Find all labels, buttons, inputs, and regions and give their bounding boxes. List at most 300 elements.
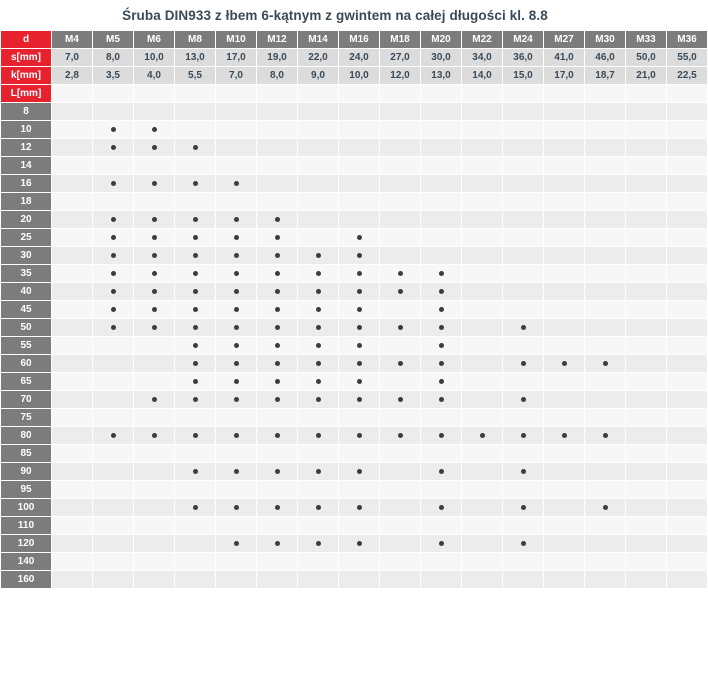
spacer-cell-M18: [380, 85, 421, 103]
availability-cell-M36-45: [667, 301, 708, 319]
availability-cell-M30-70: [585, 391, 626, 409]
k-value-M8: 5,5: [175, 67, 216, 85]
availability-cell-M5-100: [93, 499, 134, 517]
s-value-M22: 34,0: [462, 49, 503, 67]
availability-dot: [275, 361, 280, 366]
column-header-M30: M30: [585, 31, 626, 49]
length-row-10: [1, 121, 708, 139]
availability-cell-M22-90: [462, 463, 503, 481]
s-value-M6: 10,0: [134, 49, 175, 67]
availability-cell-M10-95: [216, 481, 257, 499]
availability-cell-M27-30: [544, 247, 585, 265]
availability-cell-M27-18: [544, 193, 585, 211]
row-label-s: s[mm]: [1, 49, 52, 67]
length-label-95: 95: [1, 481, 52, 499]
availability-cell-M30-90: [585, 463, 626, 481]
column-header-M36: M36: [667, 31, 708, 49]
availability-dot: [439, 307, 444, 312]
availability-cell-M10-55: [216, 337, 257, 355]
availability-cell-M27-25: [544, 229, 585, 247]
availability-cell-M33-100: [626, 499, 667, 517]
availability-cell-M10-50: [216, 319, 257, 337]
availability-cell-M5-70: [93, 391, 134, 409]
availability-cell-M10-20: [216, 211, 257, 229]
column-header-M14: M14: [298, 31, 339, 49]
k-value-M27: 17,0: [544, 67, 585, 85]
availability-dot: [521, 361, 526, 366]
availability-dot: [316, 361, 321, 366]
length-label-85: 85: [1, 445, 52, 463]
availability-cell-M14-100: [298, 499, 339, 517]
availability-cell-M16-8: [339, 103, 380, 121]
k-value-M14: 9,0: [298, 67, 339, 85]
availability-cell-M22-8: [462, 103, 503, 121]
availability-dot: [152, 127, 157, 132]
availability-dot: [193, 379, 198, 384]
spacer-cell-M14: [298, 85, 339, 103]
availability-cell-M22-80: [462, 427, 503, 445]
availability-cell-M8-18: [175, 193, 216, 211]
availability-dot: [275, 217, 280, 222]
length-row-60: [1, 355, 708, 373]
availability-cell-M27-16: [544, 175, 585, 193]
availability-cell-M6-110: [134, 517, 175, 535]
k-value-M6: 4,0: [134, 67, 175, 85]
availability-cell-M36-8: [667, 103, 708, 121]
length-label-65: 65: [1, 373, 52, 391]
availability-cell-M6-45: [134, 301, 175, 319]
availability-dot: [275, 307, 280, 312]
availability-cell-M24-12: [503, 139, 544, 157]
s-value-M8: 13,0: [175, 49, 216, 67]
availability-cell-M16-25: [339, 229, 380, 247]
availability-cell-M8-75: [175, 409, 216, 427]
availability-cell-M16-50: [339, 319, 380, 337]
availability-dot: [357, 469, 362, 474]
table-row-l-header: [1, 85, 708, 103]
availability-cell-M6-10: [134, 121, 175, 139]
length-label-40: 40: [1, 283, 52, 301]
availability-cell-M14-90: [298, 463, 339, 481]
length-label-50: 50: [1, 319, 52, 337]
availability-dot: [316, 469, 321, 474]
availability-cell-M10-30: [216, 247, 257, 265]
availability-cell-M4-110: [52, 517, 93, 535]
k-value-M4: 2,8: [52, 67, 93, 85]
availability-dot: [316, 289, 321, 294]
s-value-M30: 46,0: [585, 49, 626, 67]
spacer-cell-M22: [462, 85, 503, 103]
availability-dot: [562, 361, 567, 366]
availability-cell-M14-10: [298, 121, 339, 139]
availability-cell-M36-18: [667, 193, 708, 211]
availability-cell-M36-95: [667, 481, 708, 499]
availability-cell-M14-45: [298, 301, 339, 319]
availability-dot: [234, 505, 239, 510]
availability-dot: [152, 181, 157, 186]
availability-dot: [111, 235, 116, 240]
availability-cell-M14-75: [298, 409, 339, 427]
availability-cell-M33-18: [626, 193, 667, 211]
availability-dot: [357, 307, 362, 312]
availability-dot: [357, 271, 362, 276]
availability-dot: [316, 541, 321, 546]
row-label-d: d: [1, 31, 52, 49]
availability-cell-M18-140: [380, 553, 421, 571]
availability-dot: [439, 397, 444, 402]
availability-cell-M16-100: [339, 499, 380, 517]
spacer-cell-M6: [134, 85, 175, 103]
availability-cell-M10-160: [216, 571, 257, 589]
availability-cell-M22-16: [462, 175, 503, 193]
availability-dot: [316, 379, 321, 384]
availability-dot: [234, 361, 239, 366]
availability-dot: [439, 469, 444, 474]
availability-cell-M16-75: [339, 409, 380, 427]
spacer-cell-M20: [421, 85, 462, 103]
availability-cell-M8-95: [175, 481, 216, 499]
availability-cell-M5-140: [93, 553, 134, 571]
availability-cell-M16-14: [339, 157, 380, 175]
availability-cell-M33-30: [626, 247, 667, 265]
availability-cell-M10-16: [216, 175, 257, 193]
availability-cell-M6-55: [134, 337, 175, 355]
availability-dot: [193, 217, 198, 222]
availability-cell-M16-30: [339, 247, 380, 265]
availability-dot: [111, 307, 116, 312]
availability-dot: [439, 379, 444, 384]
s-value-M4: 7,0: [52, 49, 93, 67]
availability-cell-M33-70: [626, 391, 667, 409]
availability-dot: [439, 289, 444, 294]
availability-cell-M22-140: [462, 553, 503, 571]
availability-cell-M14-40: [298, 283, 339, 301]
availability-cell-M12-100: [257, 499, 298, 517]
length-label-120: 120: [1, 535, 52, 553]
availability-cell-M18-14: [380, 157, 421, 175]
availability-cell-M14-160: [298, 571, 339, 589]
availability-dot: [152, 325, 157, 330]
availability-cell-M4-35: [52, 265, 93, 283]
availability-cell-M18-110: [380, 517, 421, 535]
availability-cell-M18-25: [380, 229, 421, 247]
availability-cell-M20-12: [421, 139, 462, 157]
length-row-55: [1, 337, 708, 355]
availability-cell-M6-20: [134, 211, 175, 229]
availability-cell-M5-65: [93, 373, 134, 391]
availability-cell-M6-18: [134, 193, 175, 211]
k-value-M16: 10,0: [339, 67, 380, 85]
availability-cell-M18-45: [380, 301, 421, 319]
availability-cell-M24-75: [503, 409, 544, 427]
availability-cell-M14-30: [298, 247, 339, 265]
availability-cell-M24-95: [503, 481, 544, 499]
availability-dot: [439, 271, 444, 276]
availability-cell-M27-65: [544, 373, 585, 391]
availability-dot: [193, 235, 198, 240]
availability-cell-M12-8: [257, 103, 298, 121]
length-row-100: [1, 499, 708, 517]
availability-dot: [152, 145, 157, 150]
availability-cell-M24-14: [503, 157, 544, 175]
availability-cell-M6-100: [134, 499, 175, 517]
length-row-20: [1, 211, 708, 229]
availability-cell-M24-90: [503, 463, 544, 481]
availability-cell-M30-30: [585, 247, 626, 265]
availability-cell-M5-16: [93, 175, 134, 193]
availability-cell-M4-20: [52, 211, 93, 229]
availability-cell-M33-8: [626, 103, 667, 121]
availability-cell-M24-110: [503, 517, 544, 535]
availability-dot: [603, 505, 608, 510]
availability-cell-M12-14: [257, 157, 298, 175]
availability-dot: [152, 433, 157, 438]
availability-cell-M20-20: [421, 211, 462, 229]
length-label-110: 110: [1, 517, 52, 535]
availability-dot: [398, 289, 403, 294]
availability-dot: [603, 433, 608, 438]
availability-dot: [193, 271, 198, 276]
availability-cell-M36-160: [667, 571, 708, 589]
availability-cell-M20-16: [421, 175, 462, 193]
availability-cell-M12-45: [257, 301, 298, 319]
availability-cell-M20-75: [421, 409, 462, 427]
availability-cell-M33-25: [626, 229, 667, 247]
availability-cell-M30-65: [585, 373, 626, 391]
availability-cell-M14-110: [298, 517, 339, 535]
length-label-60: 60: [1, 355, 52, 373]
availability-cell-M4-16: [52, 175, 93, 193]
length-row-12: [1, 139, 708, 157]
availability-cell-M33-12: [626, 139, 667, 157]
availability-dot: [521, 397, 526, 402]
availability-dot: [316, 271, 321, 276]
availability-cell-M20-8: [421, 103, 462, 121]
availability-dot: [234, 379, 239, 384]
availability-cell-M8-14: [175, 157, 216, 175]
availability-cell-M4-18: [52, 193, 93, 211]
availability-cell-M16-60: [339, 355, 380, 373]
availability-dot: [439, 433, 444, 438]
availability-cell-M36-100: [667, 499, 708, 517]
availability-dot: [234, 397, 239, 402]
availability-cell-M18-50: [380, 319, 421, 337]
availability-dot: [439, 361, 444, 366]
availability-cell-M10-70: [216, 391, 257, 409]
availability-dot: [275, 433, 280, 438]
availability-cell-M4-12: [52, 139, 93, 157]
availability-dot: [275, 325, 280, 330]
length-row-85: [1, 445, 708, 463]
availability-cell-M10-60: [216, 355, 257, 373]
availability-dot: [439, 541, 444, 546]
k-value-M33: 21,0: [626, 67, 667, 85]
availability-cell-M12-18: [257, 193, 298, 211]
availability-cell-M22-35: [462, 265, 503, 283]
availability-cell-M30-14: [585, 157, 626, 175]
availability-dot: [275, 235, 280, 240]
availability-cell-M33-75: [626, 409, 667, 427]
availability-cell-M18-18: [380, 193, 421, 211]
length-row-160: [1, 571, 708, 589]
availability-dot: [398, 433, 403, 438]
availability-cell-M20-10: [421, 121, 462, 139]
availability-cell-M27-70: [544, 391, 585, 409]
availability-cell-M12-70: [257, 391, 298, 409]
availability-cell-M4-65: [52, 373, 93, 391]
availability-cell-M14-80: [298, 427, 339, 445]
availability-dot: [357, 253, 362, 258]
availability-cell-M22-110: [462, 517, 503, 535]
length-row-45: [1, 301, 708, 319]
availability-cell-M22-45: [462, 301, 503, 319]
availability-cell-M10-35: [216, 265, 257, 283]
availability-dot: [275, 271, 280, 276]
availability-cell-M30-95: [585, 481, 626, 499]
availability-cell-M36-16: [667, 175, 708, 193]
availability-cell-M16-120: [339, 535, 380, 553]
availability-cell-M27-120: [544, 535, 585, 553]
length-row-75: [1, 409, 708, 427]
availability-cell-M16-160: [339, 571, 380, 589]
availability-cell-M36-20: [667, 211, 708, 229]
availability-cell-M20-30: [421, 247, 462, 265]
spacer-cell-M30: [585, 85, 626, 103]
availability-cell-M22-85: [462, 445, 503, 463]
availability-cell-M22-40: [462, 283, 503, 301]
availability-cell-M20-110: [421, 517, 462, 535]
length-label-160: 160: [1, 571, 52, 589]
availability-dot: [357, 505, 362, 510]
availability-cell-M27-40: [544, 283, 585, 301]
length-row-80: [1, 427, 708, 445]
spacer-cell-M4: [52, 85, 93, 103]
spacer-cell-M12: [257, 85, 298, 103]
availability-cell-M22-10: [462, 121, 503, 139]
availability-cell-M27-55: [544, 337, 585, 355]
availability-cell-M5-50: [93, 319, 134, 337]
availability-cell-M33-80: [626, 427, 667, 445]
availability-cell-M18-95: [380, 481, 421, 499]
availability-cell-M16-95: [339, 481, 380, 499]
column-header-M27: M27: [544, 31, 585, 49]
availability-cell-M5-95: [93, 481, 134, 499]
availability-cell-M18-75: [380, 409, 421, 427]
spacer-cell-M10: [216, 85, 257, 103]
table-row-k: [1, 67, 708, 85]
s-value-M16: 24,0: [339, 49, 380, 67]
availability-cell-M10-140: [216, 553, 257, 571]
availability-cell-M20-25: [421, 229, 462, 247]
length-row-8: [1, 103, 708, 121]
availability-cell-M18-120: [380, 535, 421, 553]
column-header-M22: M22: [462, 31, 503, 49]
availability-cell-M30-85: [585, 445, 626, 463]
availability-cell-M14-65: [298, 373, 339, 391]
availability-cell-M36-50: [667, 319, 708, 337]
availability-cell-M16-140: [339, 553, 380, 571]
availability-cell-M10-8: [216, 103, 257, 121]
availability-cell-M16-85: [339, 445, 380, 463]
length-row-65: [1, 373, 708, 391]
availability-cell-M33-35: [626, 265, 667, 283]
availability-dot: [234, 541, 239, 546]
availability-cell-M30-75: [585, 409, 626, 427]
availability-cell-M20-55: [421, 337, 462, 355]
availability-cell-M30-35: [585, 265, 626, 283]
availability-cell-M30-80: [585, 427, 626, 445]
availability-cell-M36-70: [667, 391, 708, 409]
availability-cell-M8-40: [175, 283, 216, 301]
availability-dot: [398, 325, 403, 330]
column-header-M6: M6: [134, 31, 175, 49]
availability-cell-M24-160: [503, 571, 544, 589]
availability-cell-M24-80: [503, 427, 544, 445]
length-row-50: [1, 319, 708, 337]
availability-cell-M6-60: [134, 355, 175, 373]
availability-dot: [234, 343, 239, 348]
availability-cell-M5-18: [93, 193, 134, 211]
column-header-M4: M4: [52, 31, 93, 49]
availability-dot: [193, 433, 198, 438]
length-label-45: 45: [1, 301, 52, 319]
availability-cell-M10-75: [216, 409, 257, 427]
availability-cell-M6-14: [134, 157, 175, 175]
availability-cell-M30-120: [585, 535, 626, 553]
availability-cell-M33-14: [626, 157, 667, 175]
k-value-M36: 22,5: [667, 67, 708, 85]
availability-cell-M33-140: [626, 553, 667, 571]
availability-cell-M4-40: [52, 283, 93, 301]
availability-cell-M4-55: [52, 337, 93, 355]
availability-cell-M8-50: [175, 319, 216, 337]
availability-cell-M5-160: [93, 571, 134, 589]
availability-cell-M12-110: [257, 517, 298, 535]
length-row-95: [1, 481, 708, 499]
availability-cell-M20-140: [421, 553, 462, 571]
availability-cell-M18-16: [380, 175, 421, 193]
k-value-M18: 12,0: [380, 67, 421, 85]
availability-dot: [234, 325, 239, 330]
availability-cell-M10-100: [216, 499, 257, 517]
availability-cell-M30-20: [585, 211, 626, 229]
availability-cell-M20-95: [421, 481, 462, 499]
availability-cell-M27-140: [544, 553, 585, 571]
availability-dot: [521, 325, 526, 330]
availability-cell-M18-100: [380, 499, 421, 517]
availability-dot: [275, 469, 280, 474]
availability-dot: [152, 289, 157, 294]
s-value-M12: 19,0: [257, 49, 298, 67]
availability-dot: [316, 433, 321, 438]
availability-cell-M12-65: [257, 373, 298, 391]
availability-cell-M8-45: [175, 301, 216, 319]
availability-cell-M10-12: [216, 139, 257, 157]
availability-cell-M20-18: [421, 193, 462, 211]
availability-dot: [111, 433, 116, 438]
availability-dot: [357, 289, 362, 294]
availability-dot: [111, 217, 116, 222]
availability-cell-M27-90: [544, 463, 585, 481]
availability-dot: [316, 505, 321, 510]
availability-cell-M16-10: [339, 121, 380, 139]
availability-cell-M5-80: [93, 427, 134, 445]
availability-cell-M14-16: [298, 175, 339, 193]
availability-cell-M30-18: [585, 193, 626, 211]
availability-cell-M20-120: [421, 535, 462, 553]
availability-cell-M4-50: [52, 319, 93, 337]
availability-cell-M4-95: [52, 481, 93, 499]
